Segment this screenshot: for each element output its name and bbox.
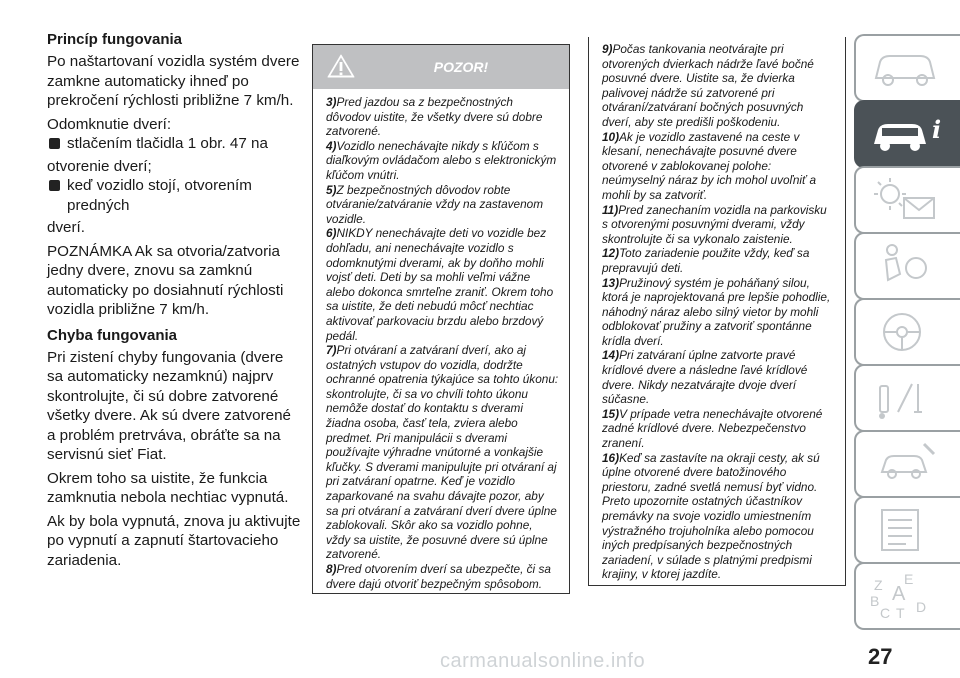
tab-lights-mail[interactable]: [854, 166, 960, 234]
warning-header: [313, 45, 569, 89]
warning-item: 8)Pred otvorením dverí sa ubezpečte, či sa dvere dajú otvoriť bezpečným spôsobom.: [326, 562, 551, 591]
bullet-item: stlačením tlačidla 1 obr. 47 na: [47, 134, 302, 154]
tab-car-info[interactable]: [854, 100, 960, 168]
warning-item: 7)Pri otváraní a zatváraní dverí, ako aj ostatných vstupov do vozidla, dodržte ochranné opatrenia týkajúce sa tohto úkonu: skontrolujte, či sa vo chvíli tohto úkonu nemôže dostať do kontaktu s dverami žiadna osoba, časť tela, zviera alebo predmet. Pri manipulácii s dverami používajte výhradne vnútorné a vonkajšie kľučky. S dverami manipulujte pri otváraní aj pri zatváraní opatrne. Keď je vozidlo zaparkované na svahu dávajte pozor, aby sa pri otváraní a zatváraní dverí dvere úplne zablokovali. Skôr ako sa vozidlo pohne, vždy sa uistite, že posuvné dvere sú úplne zatvorené.: [326, 343, 559, 562]
warning-list: [313, 89, 569, 591]
warning-item: 4)Vozidlo nenechávajte nikdy s kľúčom s diaľkovým ovládačom alebo s elektronickým kľúčom vnútri.: [326, 138, 557, 182]
svg-text:T: T: [896, 605, 905, 620]
heading-principle: Princíp fungovania: [47, 31, 183, 48]
paragraph: Ak by bola vypnutá, znova ju aktivujte po vypnutí a zapnutí štartovacieho zariadenia.: [47, 512, 301, 569]
tab-tools[interactable]: [854, 364, 960, 432]
svg-text:i: i: [932, 115, 942, 144]
tab-maintenance[interactable]: [854, 430, 960, 498]
tab-index[interactable]: [854, 562, 960, 630]
tools-icon: [868, 372, 948, 422]
index-icon: [868, 570, 948, 620]
svg-text:Z: Z: [874, 577, 883, 593]
airbag-icon: [868, 240, 948, 290]
tab-checklist[interactable]: [854, 496, 960, 564]
note-paragraph: POZNÁMKA Ak sa otvoria/zatvoria jedny dvere, znovu sa zamknú automaticky po dosiahnutí rýchlosti vozidla približne 7 km/h.: [47, 242, 284, 318]
chapter-tabs: [850, 34, 960, 634]
warning-box-continued: [588, 37, 846, 586]
warning-item: 5)Z bezpečnostných dôvodov robte otváranie/zatváranie vždy na zastavenom vozidle.: [326, 182, 544, 226]
wrench-car-icon: [868, 438, 948, 488]
paragraph: Po naštartovaní vozidla systém dvere zamkne automaticky ihneď po prekročení rýchlosti približne 7 km/h.: [47, 53, 300, 109]
paragraph: otvorenie dverí;: [47, 157, 152, 175]
warning-item: 13)Pružinový systém je poháňaný silou, ktorá je naprojektovaná pre lepšie pohodlie, náhodný náraz alebo silný vietor by mohli odblokovať pružiny a zatvoriť spontánne krídla dverí.: [602, 275, 831, 348]
warning-item: 15)V prípade vetra nenechávajte otvorené zadné krídlové dvere. Nebezpečenstvo zranení.: [602, 406, 823, 451]
page-number: 27: [868, 644, 893, 669]
svg-text:A: A: [892, 583, 906, 605]
svg-text:D: D: [916, 599, 927, 615]
bullet-square-icon: [49, 138, 60, 149]
svg-text:C: C: [880, 605, 891, 620]
svg-text:E: E: [904, 571, 914, 587]
car-outline-icon: [868, 42, 948, 92]
warning-item: 6)NIKDY nenechávajte deti vo vozidle bez dohľadu, ani nenechávajte vozidlo s odomknutými dverami, ak by doňho mohli vojsť deti. Deti by sa mohli veľmi vážne alebo dokonca smrteľne zraniť. Okrem toho sa uistite, že deti nebudú môcť nechtiac aktivovať parkovaciu brzdu alebo brzdový pedál.: [326, 226, 554, 343]
lights-mail-icon: [868, 174, 948, 224]
warning-box: [312, 44, 570, 594]
svg-text:B: B: [870, 593, 880, 609]
paragraph: Odomknutie dverí:: [47, 115, 172, 133]
warning-item: 9)Počas tankovania neotvárajte pri otvorených dvierkach nádrže ľavé bočné posuvné dvere. Uistite sa, že dvierka palivovej nádrže sú zatvorené pri otváraní/zatváraní bočných posuvných dverí, aby ste predišli poškodeniu.: [602, 42, 814, 129]
paragraph: Pri zistení chyby fungovania (dvere sa automaticky nezamknú) najprv skontrolujte, či sú dobre zatvorené všetky dvere. Ak sú dvere zatvorené a problém pretrváva, obráťte sa na servisnú sieť Fiat.: [47, 348, 291, 463]
warning-item: 16)Keď sa zastavíte na okraji cesty, ak sú úplne otvorené dvere batožinového priestoru, zadné svetlá nemusí byť vidno. Preto upozornite ostatných účastníkov premávky na svoje vozidlo umiestnením výstražného trojuholníka alebo pomocou iných predpísaných bezpečnostných zariadení, v súlade s platnými predpismi krajiny, v ktorej jazdíte.: [602, 450, 820, 582]
bullet-square-icon: [49, 180, 60, 191]
tab-airbag[interactable]: [854, 232, 960, 300]
tab-car-outline[interactable]: [854, 34, 960, 102]
warning-item: 14)Pri zatváraní úplne zatvorte pravé krídlové dvere a následne ľavé krídlové dvere. Nikdy nezatvárajte dvoje dverí súčasne.: [602, 348, 808, 407]
warning-title: POZOR!: [433, 59, 489, 75]
warning-item: 11)Pred zanechaním vozidla na parkovisku s otvorenými posuvnými dverami, vždy skontrolujte či sa vykonalo zaistenie.: [602, 202, 827, 246]
car-info-icon: [868, 108, 948, 158]
warning-item: 10)Ak je vozidlo zastavené na ceste v klesaní, nenechávajte posuvné dvere otvorené v zablokovanej polohe: neúmyselný náraz by ich mohol uvoľniť a mohli by sa zatvoriť.: [602, 129, 817, 202]
checklist-icon: [868, 504, 948, 554]
tab-steering[interactable]: [854, 298, 960, 366]
steering-wheel-icon: [868, 306, 948, 356]
heading-fault: Chyba fungovania: [47, 326, 178, 344]
paragraph: Okrem toho sa uistite, že funkcia zamknutia nebola nechtiac vypnutá.: [47, 469, 289, 506]
warning-list: [589, 37, 845, 582]
main-text-column: [47, 24, 302, 574]
bullet-item: keď vozidlo stojí, otvorením predných: [47, 176, 302, 215]
warning-item: 12)Toto zariadenie použite vždy, keď sa prepravujú deti.: [602, 246, 810, 275]
watermark: carmanualsonline.info: [440, 650, 646, 672]
paragraph: dverí.: [47, 219, 85, 236]
warning-item: 3)Pred jazdou sa z bezpečnostných dôvodov uistite, že všetky dvere sú dobre zatvorené.: [326, 95, 543, 139]
